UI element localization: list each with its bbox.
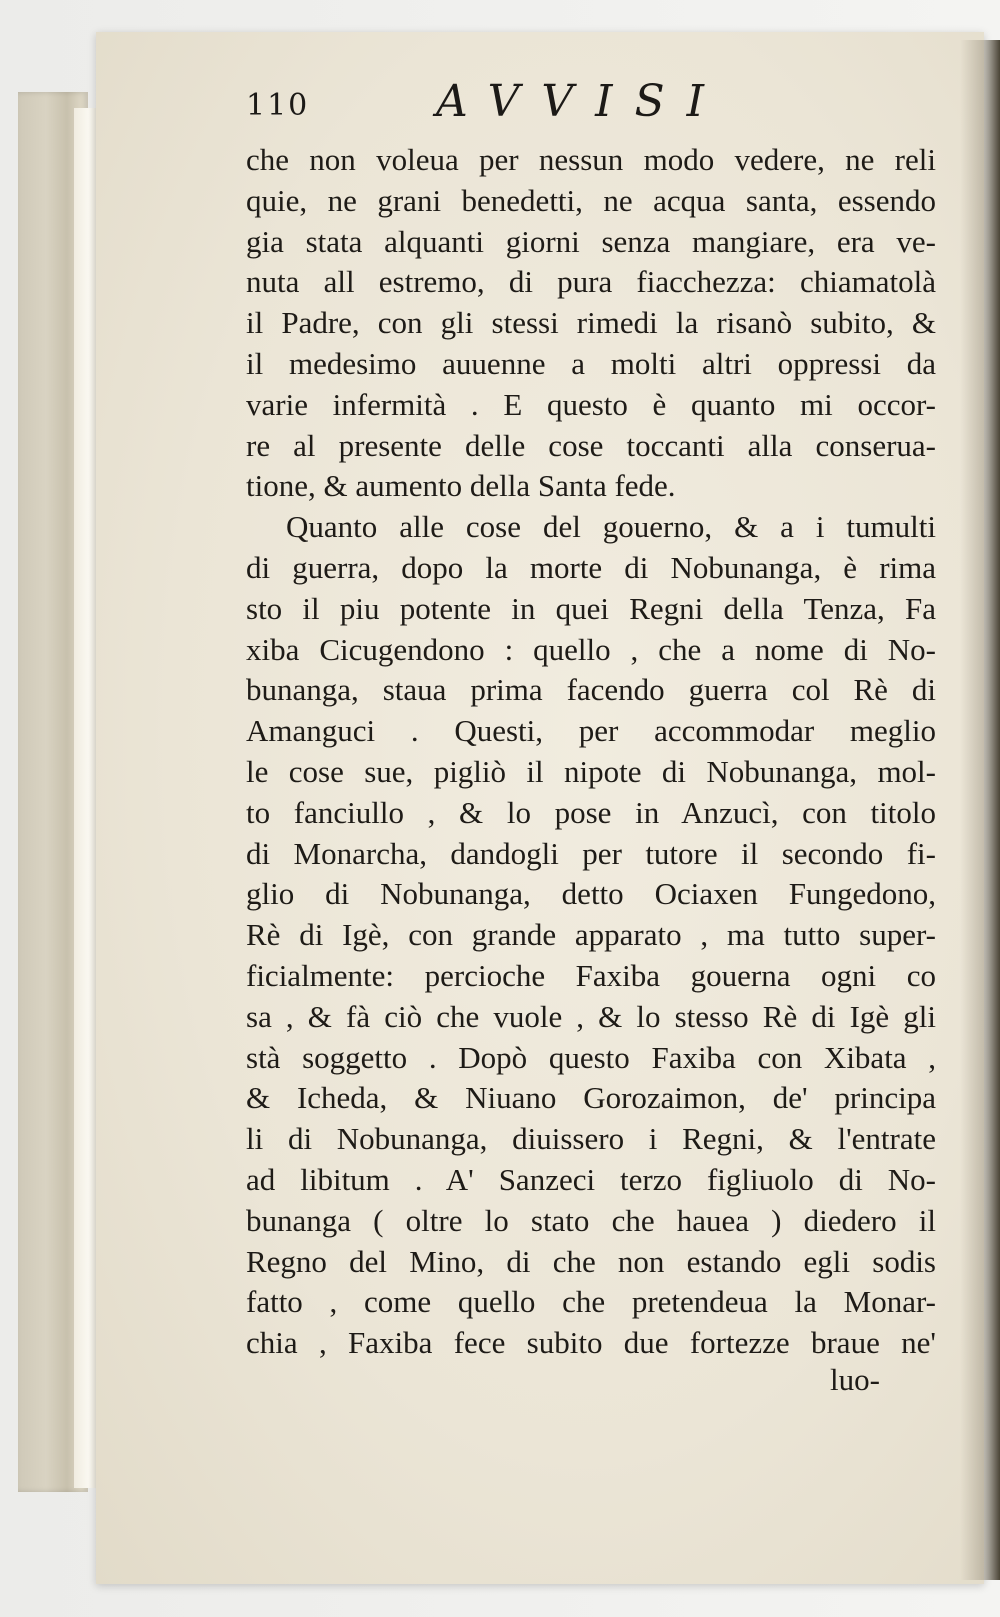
facing-page-shadow bbox=[960, 40, 1000, 1580]
text-line: le cose sue, pigliò il nipote di Nobunanga, mol- bbox=[246, 753, 936, 789]
text-line: bunanga, staua prima facendo guerra col Rè di bbox=[246, 672, 936, 708]
text-line: nuta all estremo, di pura fiacchezza: chiamatolà bbox=[246, 264, 936, 300]
text-line: di guerra, dopo la morte di Nobunanga, è rima bbox=[246, 549, 936, 585]
text-line: fatto , come quello che pretendeua la Monar- bbox=[246, 1284, 936, 1320]
body-text bbox=[246, 140, 936, 1364]
text-line: che non voleua per nessun modo vedere, ne reli bbox=[246, 142, 936, 177]
text-line: Amanguci . Questi, per accommodar meglio bbox=[246, 713, 936, 749]
text-line: sto il piu potente in quei Regni della Tenza, Fa bbox=[246, 590, 936, 626]
text-line: di Monarcha, dandogli per tutore il secondo fi- bbox=[246, 835, 936, 871]
text-line: Regno del Mino, di che non estando egli sodis bbox=[246, 1243, 936, 1279]
text-line: stà soggetto . Dopò questo Faxiba con Xibata , bbox=[246, 1039, 936, 1075]
text-line: il medesimo auuenne a molti altri oppressi da bbox=[246, 345, 936, 381]
text-line: il Padre, con gli stessi rimedi la risanò subito, & bbox=[246, 305, 936, 341]
paragraph-start-line: Quanto alle cose del gouerno, & a i tumulti bbox=[286, 509, 936, 545]
text-line: re al presente delle cose toccanti alla conserua- bbox=[246, 427, 936, 463]
catchword: luo- bbox=[830, 1362, 880, 1397]
text-line: quie, ne grani benedetti, ne acqua santa, essendo bbox=[246, 182, 936, 218]
text-line: Rè di Igè, con grande apparato , ma tutto super- bbox=[246, 917, 936, 953]
text-line: to fanciullo , & lo pose in Anzucì, con titolo bbox=[246, 794, 936, 830]
text-line: ad libitum . A' Sanzeci terzo figliuolo di No- bbox=[246, 1161, 936, 1197]
text-line: ficialmente: percioche Faxiba gouerna ogni co bbox=[246, 957, 936, 993]
running-head: AVVISI bbox=[436, 76, 727, 127]
page-header bbox=[148, 72, 948, 132]
text-line: chia , Faxiba fece subito due fortezze braue ne' bbox=[246, 1325, 936, 1361]
text-line: & Icheda, & Niuano Gorozaimon, de' principa bbox=[246, 1080, 936, 1116]
text-line: li di Nobunanga, diuissero i Regni, & l'entrate bbox=[246, 1121, 936, 1157]
text-line: tione, & aumento della Santa fede. bbox=[246, 468, 676, 504]
page-edges bbox=[74, 108, 98, 1488]
text-line: sa , & fà ciò che vuole , & lo stesso Rè di Igè gli bbox=[246, 998, 936, 1034]
text-line: gia stata alquanti giorni senza mangiare, era ve- bbox=[246, 223, 936, 259]
page-number: 110 bbox=[246, 88, 310, 123]
text-line: varie infermità . E questo è quanto mi occor- bbox=[246, 386, 936, 422]
text-line: bunanga ( oltre lo stato che hauea ) diedero il bbox=[246, 1202, 936, 1238]
text-line: xiba Cicugendono : quello , che a nome di No- bbox=[246, 631, 936, 667]
text-line: glio di Nobunanga, detto Ociaxen Fungedono, bbox=[246, 876, 936, 912]
